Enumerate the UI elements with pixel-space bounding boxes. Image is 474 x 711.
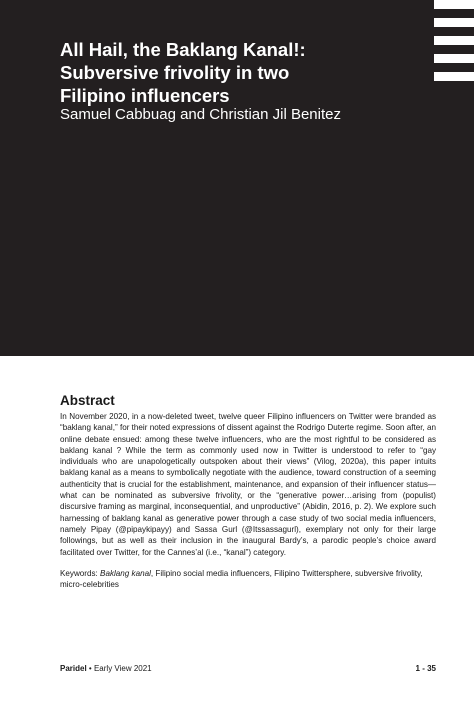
title-line-1: All Hail, the Baklang Kanal!:: [60, 39, 306, 60]
keywords-label: Keywords:: [60, 568, 98, 578]
keywords-list: , Filipino social media influencers, Filipino Twittersphere, subversive frivolity, micro-celebrities: [60, 568, 423, 590]
article-title: [60, 38, 420, 107]
issue-label: Early View 2021: [93, 664, 152, 673]
authors: Samuel Cabbuag and Christian Jil Benitez: [60, 106, 341, 123]
footer-separator: •: [88, 664, 92, 673]
corner-stripes-decoration: [434, 0, 474, 84]
page-range: 1 - 35: [415, 664, 436, 673]
stripe: [434, 36, 474, 45]
page-footer: [60, 663, 436, 675]
title-line-2: Subversive frivolity in two: [60, 62, 290, 83]
stripe: [434, 18, 474, 27]
title-line-3: Filipino influencers: [60, 85, 230, 106]
abstract-section: [60, 393, 436, 590]
abstract-heading: Abstract: [60, 393, 115, 408]
stripe: [434, 54, 474, 63]
keywords: [60, 568, 436, 591]
journal-name: Paridel: [60, 664, 87, 673]
footer-citation: [60, 663, 152, 675]
stripe: [434, 72, 474, 81]
abstract-body: In November 2020, in a now-deleted tweet, twelve queer Filipino influencers on Twitter were branded as “baklang kanal,” for their noted expressions of dissent against the Rodrigo Duterte regime. Soon after, an online debate ensued: among these twelve influencers, who are the most rightful to be considered as baklang kanal ? While the term as commonly used now in Twitter is understood to refer to “gay individuals who are unapologetically outspoken about their views” (Vilog, 2020a), this paper intuits baklang kanal as a means to symbolically negotiate with the audience, toward construction of a seeming authenticity that is crucial for the establishment, maintenance, and expansion of their influencer status—what can be nominated as subversive frivolity, or the “generative power…arising from (populist) discursive framing as marginal, inconsequential, and unproductive” (Abidin, 2016, p. 2). We explore such harnessing of baklang kanal as generative power through a case study of two social media influencers, namely Pipay (@pipaykipayy) and Sassa Gurl (@Itssassagurl), exemplary not only for their large followings, but as well as their inclusion in the inaugural Bardy’s, a parodic people’s choice award facilitated over Twitter, for the Cannes’al (i.e., “kanal”) category.: [60, 412, 436, 557]
stripe: [434, 0, 474, 9]
keyword-italic: Baklang kanal: [100, 568, 151, 578]
